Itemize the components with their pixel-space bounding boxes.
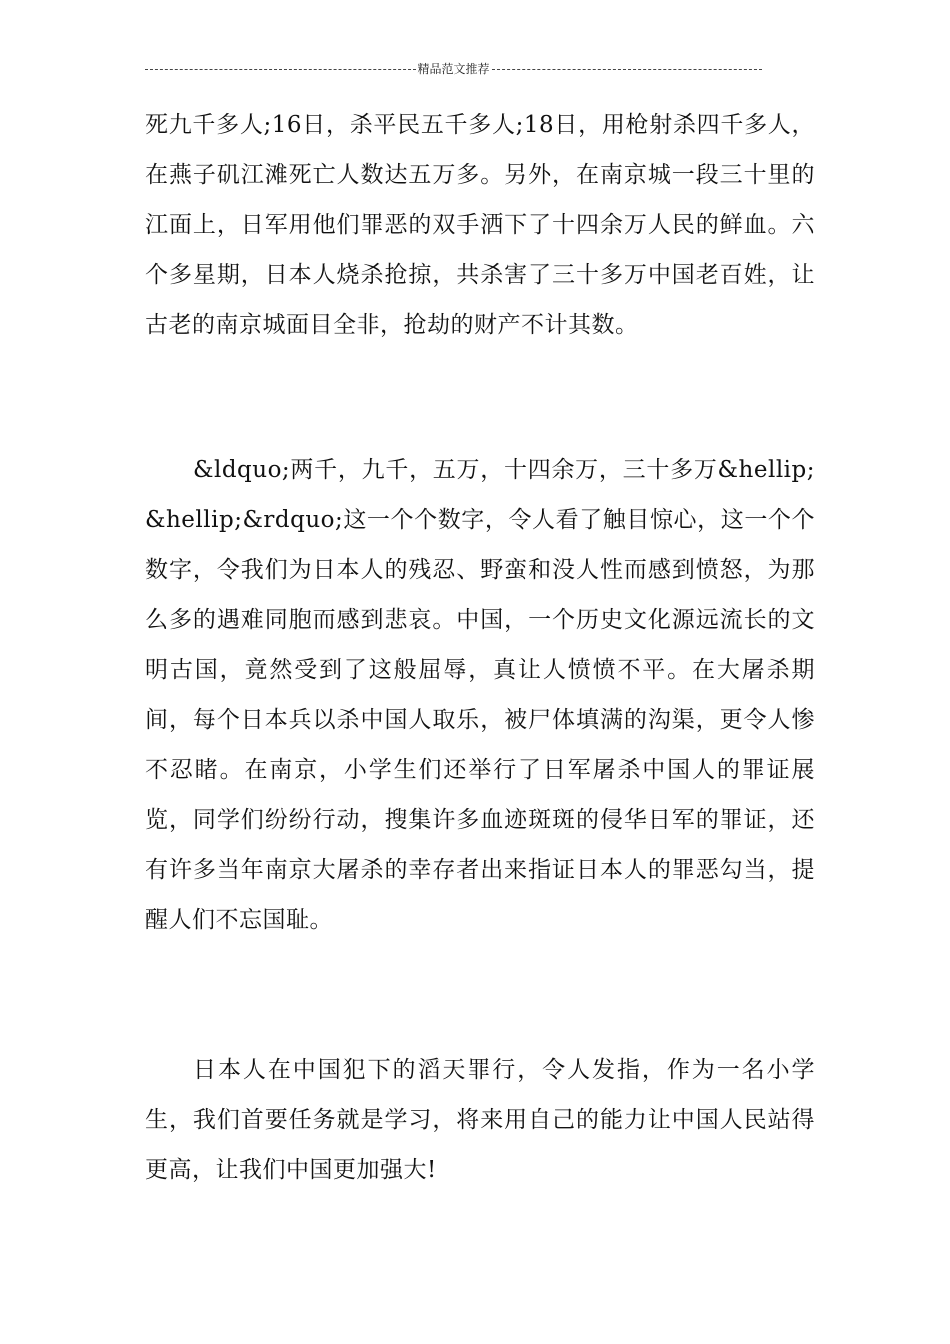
header-divider-left [145, 69, 416, 70]
header-divider-right [492, 69, 763, 70]
paragraph-1: 死九千多人;16日，杀平民五千多人;18日，用枪射杀四千多人，在燕子矶江滩死亡人数达五万多。另外，在南京城一段三十里的江面上，日军用他们罪恶的双手洒下了十四余万人民的鲜血。六个多星期，日本人烧杀抢掠，共杀害了三十多万中国老百姓，让古老的南京城面目全非，抢劫的财产不计其数。 [145, 112, 815, 338]
paragraph-3: 日本人在中国犯下的滔天罪行，令人发指，作为一名小学生，我们首要任务就是学习，将来用自己的能力让中国人民站得更高，让我们中国更加强大! [145, 1057, 815, 1183]
paragraph-2: &ldquo;两千，九千，五万，十四余万，三十多万&hellip;&hellip;&rdquo;这一个个数字，令人看了触目惊心，这一个个数字，令我们为日本人的残忍、野蛮和没人性而感到愤怒，为那么多的遇难同胞而感到悲哀。中国，一个历史文化源远流长的文明古国，竟然受到了这般屈辱，真让人愤愤不平。在大屠杀期间，每个日本兵以杀中国人取乐，被尸体填满的沟渠，更令人惨不忍睹。在南京，小学生们还举行了日军屠杀中国人的罪证展览，同学们纷纷行动，搜集许多血迹斑斑的侵华日军的罪证，还有许多当年南京大屠杀的幸存者出来指证日本人的罪恶勾当，提醒人们不忘国耻。 [145, 457, 815, 933]
page-header [145, 58, 762, 78]
header-title: 精品范文推荐 [417, 61, 490, 76]
